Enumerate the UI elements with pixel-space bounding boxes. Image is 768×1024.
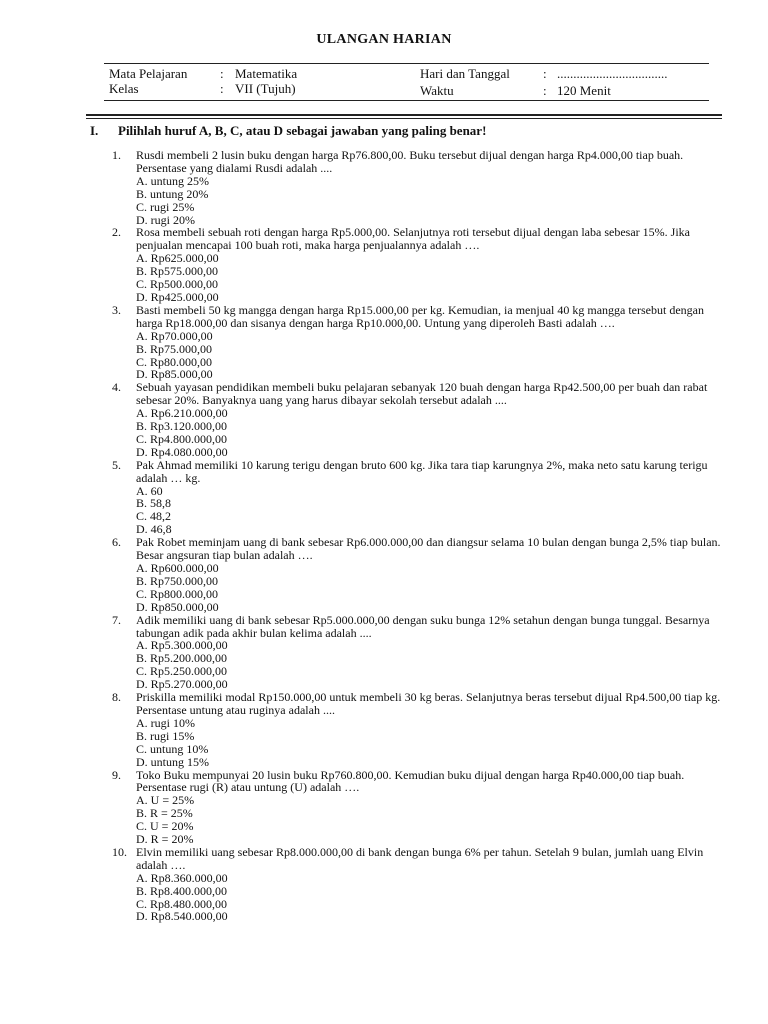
question-item xyxy=(112,846,722,923)
option-c: C. rugi 25% xyxy=(136,199,195,214)
option-d: D. Rp425.000,00 xyxy=(136,289,219,304)
option-d: D. Rp8.540.000,00 xyxy=(136,909,228,924)
question-number: 9. xyxy=(112,767,121,782)
option-b: B. Rp8.400.000,00 xyxy=(136,883,228,898)
option-b: B. Rp75.000,00 xyxy=(136,341,213,356)
option-c: C. Rp80.000,00 xyxy=(136,354,213,369)
option-b: B. Rp750.000,00 xyxy=(136,573,219,588)
time-label: Waktu xyxy=(420,83,454,98)
divider-thin xyxy=(86,118,722,119)
document-title: ULANGAN HARIAN xyxy=(316,32,452,47)
question-text: Pak Ahmad memiliki 10 karung terigu dengan bruto 600 kg. Jika tara tiap karungnya 2%, maka neto satu karung terigu adalah … kg. xyxy=(136,457,708,485)
question-text: Basti membeli 50 kg mangga dengan harga Rp15.000,00 per kg. Kemudian, ia menjual 40 kg mangga tersebut dengan harga Rp18.000,00 dan sisanya dengan harga Rp10.000,00. Untung yang diperoleh Basti adalah …. xyxy=(136,302,704,330)
question-text: Sebuah yayasan pendidikan membeli buku pelajaran sebanyak 120 buah dengan harga Rp42.500,00 per buah dan rabat sebesar 20%. Banyaknya uang yang harus dibayar sekolah tersebut adalah .... xyxy=(136,380,708,408)
option-d: D. untung 15% xyxy=(136,754,209,769)
option-a: A. U = 25% xyxy=(136,793,195,808)
question-number: 3. xyxy=(112,302,121,317)
option-b: B. untung 20% xyxy=(136,186,209,201)
option-c: C. Rp5.250.000,00 xyxy=(136,664,228,679)
option-a: A. 60 xyxy=(136,483,163,498)
option-a: A. Rp70.000,00 xyxy=(136,328,213,343)
section-number: I. xyxy=(90,123,99,138)
question-text: Elvin memiliki uang sebesar Rp8.000.000,00 di bank dengan bunga 6% per tahun. Setelah 9 bulan, jumlah uang Elvin adalah …. xyxy=(136,844,704,872)
option-b: B. R = 25% xyxy=(136,806,193,821)
question-number: 10. xyxy=(112,844,127,859)
question-number: 6. xyxy=(112,535,121,550)
divider-thick xyxy=(86,114,722,116)
question-number: 1. xyxy=(112,148,121,162)
option-b: B. 58,8 xyxy=(136,496,172,511)
question-list xyxy=(112,149,722,923)
question-text: Adik memiliki uang di bank sebesar Rp5.000.000,00 dengan suku bunga 12% setahun dengan bunga tunggal. Besarnya tabungan adik pada akhir bulan kelima adalah .... xyxy=(136,612,710,640)
option-d: D. Rp85.000,00 xyxy=(136,367,213,382)
question-item xyxy=(112,226,722,303)
question-number: 5. xyxy=(112,457,121,472)
question-item xyxy=(112,691,722,768)
subject-label: Mata Pelajaran xyxy=(109,66,188,81)
question-item xyxy=(112,536,722,613)
option-a: A. Rp5.300.000,00 xyxy=(136,638,228,653)
section-instruction: Pilihlah huruf A, B, C, atau D sebagai jawaban yang paling benar! xyxy=(118,123,487,138)
option-a: A. Rp8.360.000,00 xyxy=(136,870,228,885)
option-d: D. Rp4.080.000,00 xyxy=(136,444,228,459)
date-label: Hari dan Tanggal xyxy=(420,66,510,81)
question-number: 7. xyxy=(112,612,121,627)
option-c: C. Rp8.480.000,00 xyxy=(136,896,228,911)
question-item xyxy=(112,304,722,381)
option-c: C. Rp500.000,00 xyxy=(136,277,219,292)
option-a: A. Rp6.210.000,00 xyxy=(136,406,228,421)
class-value: VII (Tujuh) xyxy=(235,81,296,96)
question-item xyxy=(112,614,722,691)
question-item xyxy=(112,149,722,226)
colon: : xyxy=(543,83,547,98)
option-d: D. Rp850.000,00 xyxy=(136,599,219,614)
time-value: 120 Menit xyxy=(557,83,611,98)
option-d: D. rugi 20% xyxy=(136,212,195,227)
option-a: A. rugi 10% xyxy=(136,715,195,730)
colon: : xyxy=(220,81,224,96)
option-a: A. Rp600.000,00 xyxy=(136,561,219,575)
option-a: A. untung 25% xyxy=(136,173,209,188)
option-b: B. Rp3.120.000,00 xyxy=(136,419,228,434)
option-b: B. Rp575.000,00 xyxy=(136,264,219,279)
option-d: D. R = 20% xyxy=(136,832,194,847)
info-table xyxy=(104,63,709,101)
question-number: 4. xyxy=(112,380,121,395)
question-item xyxy=(112,381,722,458)
option-a: A. Rp625.000,00 xyxy=(136,251,219,266)
question-number: 8. xyxy=(112,690,121,705)
option-c: C. 48,2 xyxy=(136,509,172,524)
option-c: C. Rp800.000,00 xyxy=(136,586,219,601)
question-text: Priskilla memiliki modal Rp150.000,00 untuk membeli 30 kg beras. Selanjutnya beras tersebut dijual Rp4.500,00 tiap kg. Persentase untung atau ruginya adalah .... xyxy=(136,690,721,717)
question-text: Toko Buku mempunyai 20 lusin buku Rp760.800,00. Kemudian buku dijual dengan harga Rp40.000,00 tiap buah. Persentase rugi (R) atau untung (U) adalah …. xyxy=(136,767,685,795)
option-d: D. Rp5.270.000,00 xyxy=(136,677,228,692)
option-c: C. Rp4.800.000,00 xyxy=(136,431,228,446)
option-d: D. 46,8 xyxy=(136,522,172,537)
option-c: C. untung 10% xyxy=(136,741,209,756)
subject-value: Matematika xyxy=(235,66,298,81)
class-label: Kelas xyxy=(109,81,139,96)
question-text: Rusdi membeli 2 lusin buku dengan harga Rp76.800,00. Buku tersebut dijual dengan harga Rp4.000,00 tiap buah. Persentase yang dialami Rusdi adalah .... xyxy=(136,148,684,175)
option-c: C. U = 20% xyxy=(136,819,194,834)
question-number: 2. xyxy=(112,225,121,240)
question-item xyxy=(112,459,722,536)
colon: : xyxy=(543,66,547,81)
date-value: .................................. xyxy=(557,66,668,81)
question-text: Pak Robet meminjam uang di bank sebesar Rp6.000.000,00 dan diangsur selama 10 bulan dengan bunga 2,5% tiap bulan. Besar angsuran tiap bulan adalah …. xyxy=(136,535,721,563)
question-item xyxy=(112,769,722,846)
colon: : xyxy=(220,66,224,81)
option-b: B. rugi 15% xyxy=(136,728,195,743)
question-text: Rosa membeli sebuah roti dengan harga Rp5.000,00. Selanjutnya roti tersebut dijual dengan laba sebesar 15%. Jika penjualan mencapai 100 buah roti, maka harga penjualannya adalah …. xyxy=(136,225,690,253)
option-b: B. Rp5.200.000,00 xyxy=(136,651,228,666)
section-heading xyxy=(90,123,486,139)
